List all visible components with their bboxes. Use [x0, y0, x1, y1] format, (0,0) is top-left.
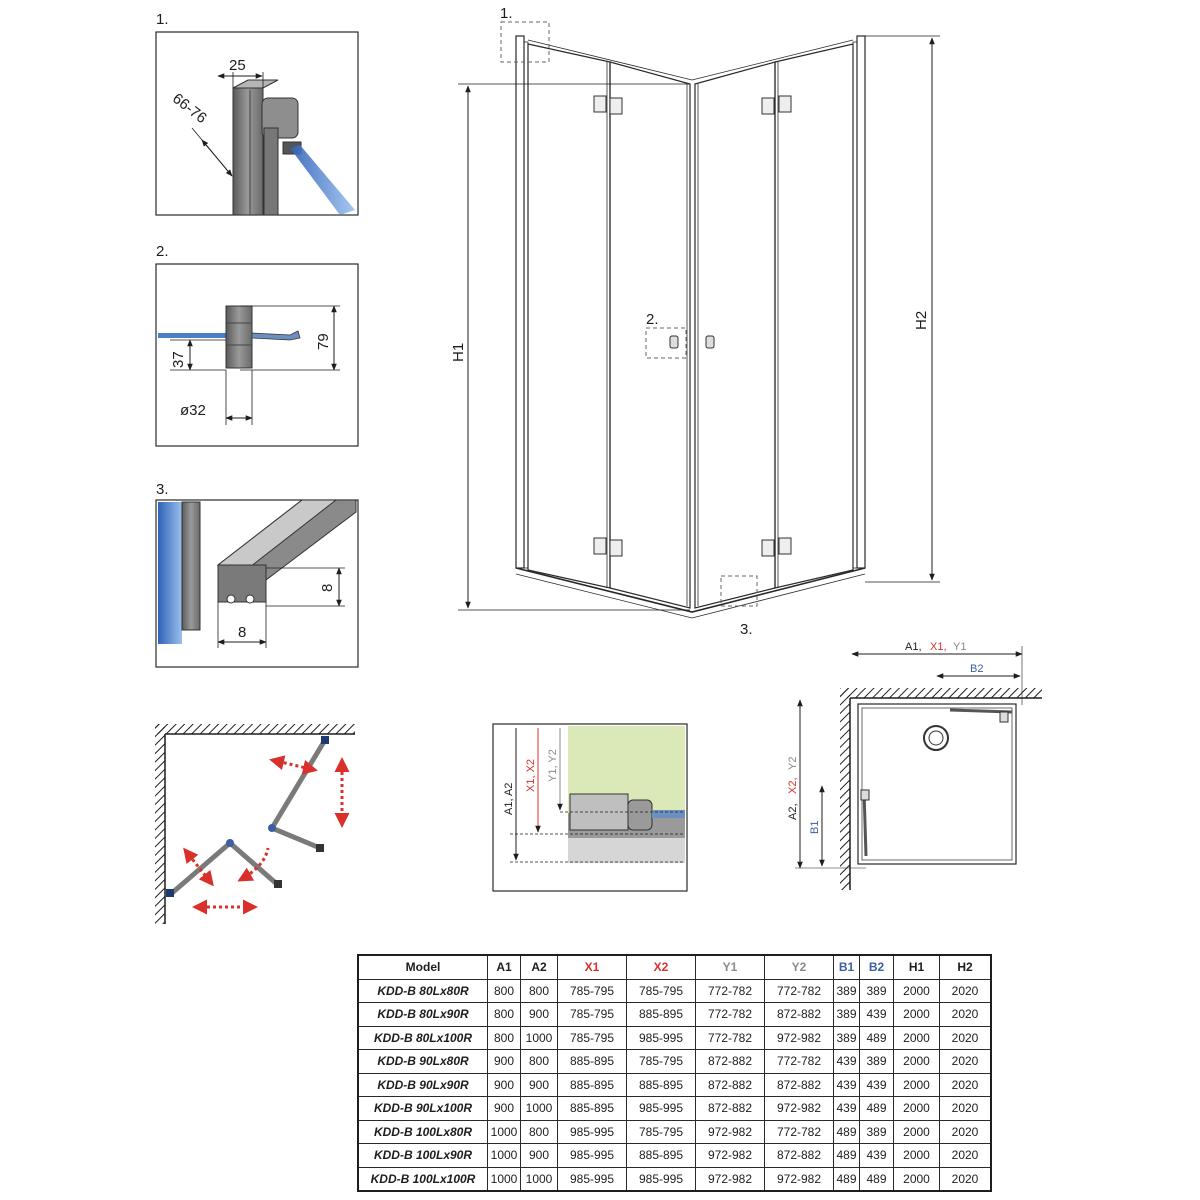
table-cell: 389: [834, 1026, 860, 1050]
plan-view: [787, 641, 1042, 890]
table-cell: 785-795: [558, 1003, 627, 1027]
table-row: [358, 1026, 991, 1050]
table-cell: 2020: [940, 1097, 992, 1121]
table-body: [358, 979, 991, 1191]
table-row: [358, 1167, 991, 1191]
table-cell: 2000: [894, 1073, 940, 1097]
table-row: [358, 979, 991, 1003]
table-cell: 785-795: [627, 1050, 696, 1074]
table-cell: 972-982: [765, 1026, 834, 1050]
table-cell: 900: [488, 1073, 521, 1097]
plan-b1-label: B1: [809, 820, 821, 834]
table-cell: 2000: [894, 1050, 940, 1074]
table-cell: 972-982: [765, 1097, 834, 1121]
table-cell: 872-882: [765, 1144, 834, 1168]
table-header-cell: X1: [558, 955, 627, 979]
table-cell: 800: [488, 1003, 521, 1027]
dim-25-text: 25: [229, 57, 246, 74]
table-header-cell: A1: [488, 955, 521, 979]
section-y-label: Y1, Y2: [547, 749, 559, 782]
table-header-cell: B1: [834, 955, 860, 979]
table-cell: 985-995: [627, 1097, 696, 1121]
table-cell: 885-895: [558, 1073, 627, 1097]
table-cell: 439: [834, 1073, 860, 1097]
plan-y1-label: Y1: [953, 641, 967, 653]
table-header-cell: H2: [940, 955, 992, 979]
table-cell: 489: [834, 1120, 860, 1144]
table-cell: 985-995: [558, 1144, 627, 1168]
table-cell: 2020: [940, 1144, 992, 1168]
table-cell: 800: [521, 1120, 558, 1144]
table-cell: 2000: [894, 1167, 940, 1191]
h2-text: H2: [913, 310, 930, 330]
callout-3-box: [721, 576, 757, 606]
dim-79-text: 79: [315, 333, 332, 350]
table-cell: 900: [521, 1003, 558, 1027]
detail-2-label: 2.: [156, 243, 169, 260]
table-header-cell: B2: [860, 955, 894, 979]
table-cell: 439: [834, 1097, 860, 1121]
callout-2-text: 2.: [646, 311, 659, 328]
table-cell: 2000: [894, 1003, 940, 1027]
table-cell: 389: [860, 979, 894, 1003]
table-cell: 439: [860, 1003, 894, 1027]
table-cell: 2000: [894, 1026, 940, 1050]
section-a-label: A1, A2: [503, 782, 515, 815]
hinges: [594, 96, 791, 556]
table-model-cell: KDD-B 80Lx80R: [358, 979, 488, 1003]
table-cell: 2020: [940, 1073, 992, 1097]
table-cell: 900: [521, 1073, 558, 1097]
table-row: [358, 1144, 991, 1168]
dim-8h-text: 8: [238, 624, 247, 641]
table-cell: 2020: [940, 1003, 992, 1027]
table-cell: 1000: [521, 1097, 558, 1121]
table-cell: 972-982: [696, 1120, 765, 1144]
table-cell: 1000: [488, 1144, 521, 1168]
table-header-row: [358, 955, 991, 979]
table-cell: 489: [834, 1144, 860, 1168]
table-cell: 772-782: [765, 1050, 834, 1074]
table-cell: 2020: [940, 1167, 992, 1191]
table-cell: 800: [521, 979, 558, 1003]
table-cell: 439: [860, 1144, 894, 1168]
table-row: [358, 1097, 991, 1121]
table-cell: 489: [860, 1097, 894, 1121]
table-cell: 800: [521, 1050, 558, 1074]
table-cell: 1000: [488, 1120, 521, 1144]
table-cell: 985-995: [558, 1167, 627, 1191]
table-cell: 972-982: [696, 1144, 765, 1168]
table-cell: 785-795: [558, 1026, 627, 1050]
table-header-cell: A2: [521, 955, 558, 979]
table-cell: 985-995: [558, 1120, 627, 1144]
table-cell: 872-882: [765, 1003, 834, 1027]
table-model-cell: KDD-B 100Lx80R: [358, 1120, 488, 1144]
table-cell: 900: [488, 1097, 521, 1121]
table-cell: 885-895: [627, 1144, 696, 1168]
table-cell: 489: [860, 1167, 894, 1191]
section-x-label: X1, X2: [525, 758, 537, 792]
table-cell: 972-982: [696, 1167, 765, 1191]
plan-x1-label: X1,: [930, 641, 947, 653]
table-model-cell: KDD-B 90Lx90R: [358, 1073, 488, 1097]
dim-66-76-text: 66-76: [169, 90, 210, 128]
table-cell: 772-782: [765, 979, 834, 1003]
table-model-cell: KDD-B 100Lx100R: [358, 1167, 488, 1191]
table-cell: 985-995: [627, 1026, 696, 1050]
table-row: [358, 1120, 991, 1144]
h1-text: H1: [450, 342, 467, 362]
opening-diagram: [155, 724, 355, 924]
table-cell: 800: [488, 1026, 521, 1050]
table-cell: 2020: [940, 1050, 992, 1074]
table-cell: 872-882: [765, 1073, 834, 1097]
table-cell: 772-782: [696, 1026, 765, 1050]
table-cell: 2020: [940, 1026, 992, 1050]
detail-3: [156, 481, 358, 667]
table-cell: 972-982: [765, 1167, 834, 1191]
table-cell: 885-895: [627, 1003, 696, 1027]
table-row: [358, 1003, 991, 1027]
dim-37-text: 37: [170, 351, 187, 368]
callout-3-text: 3.: [740, 621, 753, 638]
section-diagram: [493, 724, 687, 891]
table-cell: 885-895: [558, 1097, 627, 1121]
plan-x2-label: X2,: [787, 777, 799, 794]
detail-1-label: 1.: [156, 11, 169, 28]
table-cell: 872-882: [696, 1050, 765, 1074]
table-cell: 900: [488, 1050, 521, 1074]
plan-a2-label: A2,: [787, 803, 799, 820]
table-cell: 1000: [521, 1167, 558, 1191]
table-cell: 2000: [894, 979, 940, 1003]
table-cell: 772-782: [696, 979, 765, 1003]
table-cell: 1000: [488, 1167, 521, 1191]
door-knobs: [670, 336, 714, 348]
plan-y2-label: Y2: [787, 756, 799, 770]
table-cell: 785-795: [558, 979, 627, 1003]
table-cell: 772-782: [696, 1003, 765, 1027]
table-cell: 389: [834, 979, 860, 1003]
table-cell: 785-795: [627, 1120, 696, 1144]
table-cell: 2000: [894, 1097, 940, 1121]
table-row: [358, 1073, 991, 1097]
table-header-cell: Model: [358, 955, 488, 979]
detail-3-label: 3.: [156, 481, 169, 498]
callout-2-box: [646, 328, 686, 358]
table-row: [358, 1050, 991, 1074]
table-cell: 872-882: [696, 1073, 765, 1097]
table-cell: 389: [834, 1003, 860, 1027]
table-header-cell: H1: [894, 955, 940, 979]
table-cell: 439: [860, 1073, 894, 1097]
table-model-cell: KDD-B 100Lx90R: [358, 1144, 488, 1168]
table-cell: 2020: [940, 979, 992, 1003]
table-header-cell: Y2: [765, 955, 834, 979]
spec-table: [357, 954, 992, 1192]
table-cell: 872-882: [696, 1097, 765, 1121]
table-model-cell: KDD-B 90Lx100R: [358, 1097, 488, 1121]
table-header-cell: X2: [627, 955, 696, 979]
table-cell: 800: [488, 979, 521, 1003]
table-cell: 439: [834, 1050, 860, 1074]
table-cell: 900: [521, 1144, 558, 1168]
table-cell: 489: [834, 1167, 860, 1191]
callout-1-text: 1.: [500, 5, 513, 22]
table-cell: 785-795: [627, 979, 696, 1003]
detail-2: [156, 243, 358, 446]
table-model-cell: KDD-B 80Lx90R: [358, 1003, 488, 1027]
table-model-cell: KDD-B 90Lx80R: [358, 1050, 488, 1074]
table-cell: 389: [860, 1120, 894, 1144]
table-model-cell: KDD-B 80Lx100R: [358, 1026, 488, 1050]
plan-a1-label: A1,: [905, 641, 922, 653]
table-cell: 885-895: [627, 1073, 696, 1097]
table-cell: 1000: [521, 1026, 558, 1050]
table-header-cell: Y1: [696, 955, 765, 979]
table-cell: 885-895: [558, 1050, 627, 1074]
table-cell: 389: [860, 1050, 894, 1074]
dim-32-text: ø32: [180, 402, 206, 419]
table-cell: 2000: [894, 1144, 940, 1168]
table-cell: 489: [860, 1026, 894, 1050]
table-cell: 2020: [940, 1120, 992, 1144]
plan-b2-label: B2: [970, 663, 984, 675]
table-cell: 985-995: [627, 1167, 696, 1191]
table-cell: 2000: [894, 1120, 940, 1144]
front-view: [516, 36, 865, 618]
detail-1: [156, 11, 358, 215]
table-cell: 772-782: [765, 1120, 834, 1144]
dim-8v-text: 8: [319, 583, 336, 592]
